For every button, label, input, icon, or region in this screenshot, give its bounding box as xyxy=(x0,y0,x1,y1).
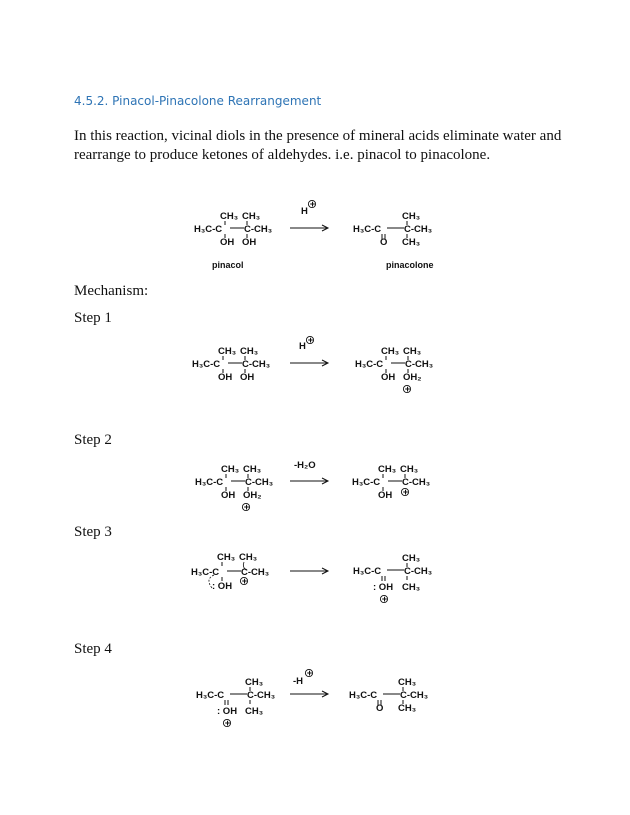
reagent-label: H xyxy=(301,206,308,217)
step-label: Step 1 xyxy=(74,310,112,326)
positive-charge-icon: + xyxy=(224,717,231,729)
carbon-fragment: H₃C-C xyxy=(355,359,384,370)
pinacolone-label: pinacolone xyxy=(386,260,434,270)
carbon-fragment: H₃C-C xyxy=(191,567,220,578)
overall-reaction-scheme xyxy=(0,195,630,275)
methyl-group: CH₃ xyxy=(245,706,264,717)
positive-charge-icon: + xyxy=(306,667,313,679)
methyl-group: CH₃ xyxy=(400,464,419,475)
positive-charge-icon: + xyxy=(404,383,411,395)
methyl-group: CH₃ xyxy=(402,553,421,564)
step-1-scheme xyxy=(0,335,630,400)
carbon-fragment: C-CH₃ xyxy=(404,566,433,577)
carbon-fragment: H₃C-C xyxy=(196,690,225,701)
reagent-label: -H₂O xyxy=(294,460,316,471)
positive-charge-icon: + xyxy=(241,575,248,587)
intro-paragraph: In this reaction, vicinal diols in the presence of mineral acids eliminate water and rearrange to produce ketones of aldehydes. i.e. pinacol to pinacolone. xyxy=(74,128,562,163)
carbon-fragment: H₃C-C xyxy=(194,224,223,235)
methyl-group: CH₃ xyxy=(381,346,400,357)
hydroxyl-group: OH xyxy=(218,372,233,383)
carbocation-fragment: C-CH₃ xyxy=(241,567,270,578)
pinacol-label: pinacol xyxy=(212,260,244,270)
carbonyl-oxygen: O xyxy=(376,703,384,714)
carbon-fragment: C-CH₃ xyxy=(404,224,433,235)
positive-charge-icon: + xyxy=(243,501,250,513)
positive-charge-icon: + xyxy=(381,593,388,605)
carbon-fragment: H₃C-C xyxy=(349,690,378,701)
carbon-fragment: C-CH₃ xyxy=(400,690,429,701)
section-title: 4.5.2. Pinacol-Pinacolone Rearrangement xyxy=(74,94,322,108)
methyl-group: CH₃ xyxy=(398,703,417,714)
positive-charge-icon: + xyxy=(307,334,314,346)
carbon-fragment: C-CH₃ xyxy=(247,690,276,701)
carbon-fragment: H₃C-C xyxy=(353,224,382,235)
step-label: Step 3 xyxy=(74,524,112,540)
carbon-fragment: H₃C-C xyxy=(192,359,221,370)
step-label: Step 4 xyxy=(74,641,112,657)
carbonyl-oxygen: O xyxy=(380,237,388,248)
methyl-group: CH₃ xyxy=(243,464,262,475)
protonated-hydroxyl: OH₂ xyxy=(243,490,262,501)
hydroxyl-group: OH xyxy=(381,372,396,383)
methyl-group: CH₃ xyxy=(403,346,422,357)
methyl-group: CH₃ xyxy=(221,464,240,475)
step-2-scheme xyxy=(0,452,630,517)
methyl-group: CH₃ xyxy=(239,552,258,563)
methyl-group: CH₃ xyxy=(220,211,239,222)
carbocation-fragment: C-CH₃ xyxy=(402,477,431,488)
oxonium-group: : OH xyxy=(373,582,394,593)
carbon-fragment: C-CH₃ xyxy=(405,359,434,370)
hydroxyl-group: OH xyxy=(242,237,257,248)
step-4-scheme xyxy=(0,665,630,730)
reagent-label: -H xyxy=(293,676,304,687)
positive-charge-icon: + xyxy=(309,198,316,210)
methyl-group: CH₃ xyxy=(245,677,264,688)
methyl-group: CH₃ xyxy=(218,346,237,357)
methyl-group: CH₃ xyxy=(398,677,417,688)
methyl-group: CH₃ xyxy=(217,552,236,563)
carbon-fragment: C-CH₃ xyxy=(245,477,274,488)
positive-charge-icon: + xyxy=(402,486,409,498)
methyl-group: CH₃ xyxy=(378,464,397,475)
carbon-fragment: C-CH₃ xyxy=(242,359,271,370)
methyl-group: CH₃ xyxy=(402,237,421,248)
step-3-scheme xyxy=(0,545,630,615)
protonated-hydroxyl: OH₂ xyxy=(403,372,422,383)
oxonium-group: : OH xyxy=(217,706,238,717)
carbon-fragment: H₃C-C xyxy=(353,566,382,577)
mechanism-label: Mechanism: xyxy=(74,283,149,299)
methyl-group: CH₃ xyxy=(402,211,421,222)
carbon-fragment: H₃C-C xyxy=(195,477,224,488)
carbon-fragment: C-CH₃ xyxy=(244,224,273,235)
reagent-label: H xyxy=(299,341,306,352)
methyl-group: CH₃ xyxy=(402,582,421,593)
hydroxyl-group: : OH xyxy=(212,581,233,592)
hydroxyl-group: OH xyxy=(220,237,235,248)
hydroxyl-group: OH xyxy=(221,490,236,501)
methyl-group: CH₃ xyxy=(242,211,261,222)
step-label: Step 2 xyxy=(74,432,112,448)
carbon-fragment: H₃C-C xyxy=(352,477,381,488)
hydroxyl-group: OH xyxy=(378,490,393,501)
methyl-group: CH₃ xyxy=(240,346,259,357)
hydroxyl-group: OH xyxy=(240,372,255,383)
